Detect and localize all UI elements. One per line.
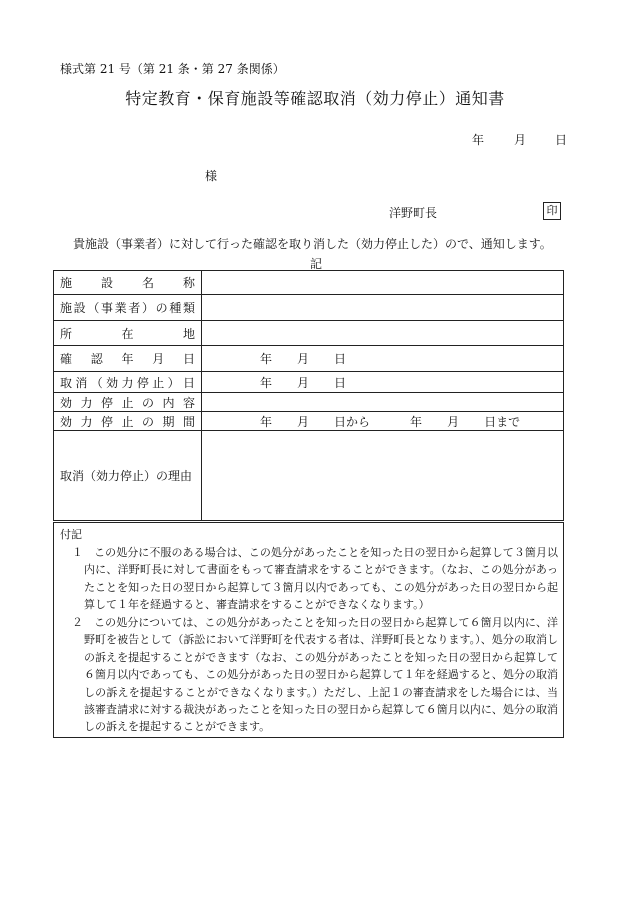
date-day: 日 bbox=[334, 375, 347, 390]
table-label-cell bbox=[54, 372, 202, 393]
body-text: 貴施設（事業者）に対して行った確認を取り消した（効力停止した）ので、通知します。 bbox=[73, 237, 552, 251]
seal-mark: 印 bbox=[543, 202, 561, 220]
date-year: 年 bbox=[260, 352, 273, 366]
table-row bbox=[54, 412, 564, 431]
table-label-cell bbox=[54, 431, 202, 521]
value-revocation-reason[interactable] bbox=[202, 431, 564, 521]
table-row bbox=[54, 346, 564, 372]
table-label-cell bbox=[54, 321, 202, 346]
ki-label: 記 bbox=[310, 257, 323, 271]
table-label-cell bbox=[54, 295, 202, 321]
label-facility-name: 施設名称 bbox=[60, 276, 195, 290]
notes-heading: 付記 bbox=[60, 528, 82, 541]
period-month-from: 月 bbox=[297, 414, 310, 429]
table-label-cell bbox=[54, 393, 202, 412]
value-confirmation-date[interactable] bbox=[202, 346, 564, 372]
table-row bbox=[54, 372, 564, 393]
notes-section bbox=[53, 522, 564, 738]
value-location[interactable] bbox=[202, 321, 564, 346]
label-location: 所在地 bbox=[60, 326, 195, 341]
period-year-to: 年 bbox=[410, 414, 423, 429]
info-table bbox=[53, 270, 564, 521]
note-item-1: １ この処分に不服のある場合は、この処分があったことを知った日の翌日から起算して３箇月以内に、洋野町長に対して書面をもって審査請求をすることができます。（なお、この処分があったことを知った日の翌日から起算して３箇月以内であっても、この処分があった日の翌日から起算して１年を経過すると、審査請求をすることができなくなります。） bbox=[72, 546, 558, 612]
label-confirmation-date: 確認年月日 bbox=[60, 352, 195, 366]
table-label-cell bbox=[54, 346, 202, 372]
table-row bbox=[54, 271, 564, 295]
label-revocation-reason: 取消（効力停止）の理由 bbox=[60, 469, 193, 483]
label-facility-type: 施設（事業者）の種類 bbox=[60, 301, 195, 315]
period-month-to: 月 bbox=[447, 414, 460, 429]
table-label-cell bbox=[54, 412, 202, 431]
issuer-name: 洋野町長 bbox=[389, 206, 438, 220]
date-month: 月 bbox=[297, 375, 310, 390]
table-row bbox=[54, 321, 564, 346]
date-day: 日 bbox=[555, 133, 568, 147]
value-suspension-period[interactable] bbox=[202, 412, 564, 431]
addressee: 様 bbox=[205, 169, 218, 183]
date-year: 年 bbox=[260, 375, 273, 390]
table-label-cell bbox=[54, 271, 202, 295]
value-suspension-content[interactable] bbox=[202, 393, 564, 412]
table-row bbox=[54, 295, 564, 321]
table-row bbox=[54, 393, 564, 412]
form-number: 様式第 21 号（第 21 条・第 27 条関係） bbox=[60, 62, 285, 76]
date-month: 月 bbox=[297, 352, 310, 366]
period-day-from: 日から bbox=[334, 414, 371, 429]
value-facility-name[interactable] bbox=[202, 271, 564, 295]
date-year: 年 bbox=[472, 133, 485, 147]
value-facility-type[interactable] bbox=[202, 295, 564, 321]
date-month: 月 bbox=[514, 133, 527, 147]
period-year-from: 年 bbox=[260, 414, 273, 429]
date-day: 日 bbox=[334, 352, 347, 366]
note-item-2: ２ この処分については、この処分があったことを知った日の翌日から起算して６箇月以内に、洋野町を被告として（訴訟において洋野町を代表する者は、洋野町長となります。）、処分の取消しの訴えを提起することができます（なお、この処分があったことを知った日の翌日から起算して６箇月以内であっても、この処分があった日の翌日から起算して１年を経過すると、処分の取消しの訴えを提起することができなくなります。）ただし、上記１の審査請求をした場合には、当該審査請求に対する裁決があったことを知った日の翌日から起算して６箇月以内に、処分の取消しの訴えを提起することができます。 bbox=[72, 616, 558, 734]
label-suspension-content: 効力停止の内容 bbox=[60, 395, 195, 410]
value-revocation-date[interactable] bbox=[202, 372, 564, 393]
issue-date bbox=[472, 131, 567, 148]
label-revocation-date: 取消（効力停止）日 bbox=[60, 375, 195, 390]
table-row bbox=[54, 431, 564, 521]
period-day-to: 日まで bbox=[484, 414, 521, 429]
document-title: 特定教育・保育施設等確認取消（効力停止）通知書 bbox=[125, 89, 505, 108]
label-suspension-period: 効力停止の期間 bbox=[60, 414, 195, 429]
